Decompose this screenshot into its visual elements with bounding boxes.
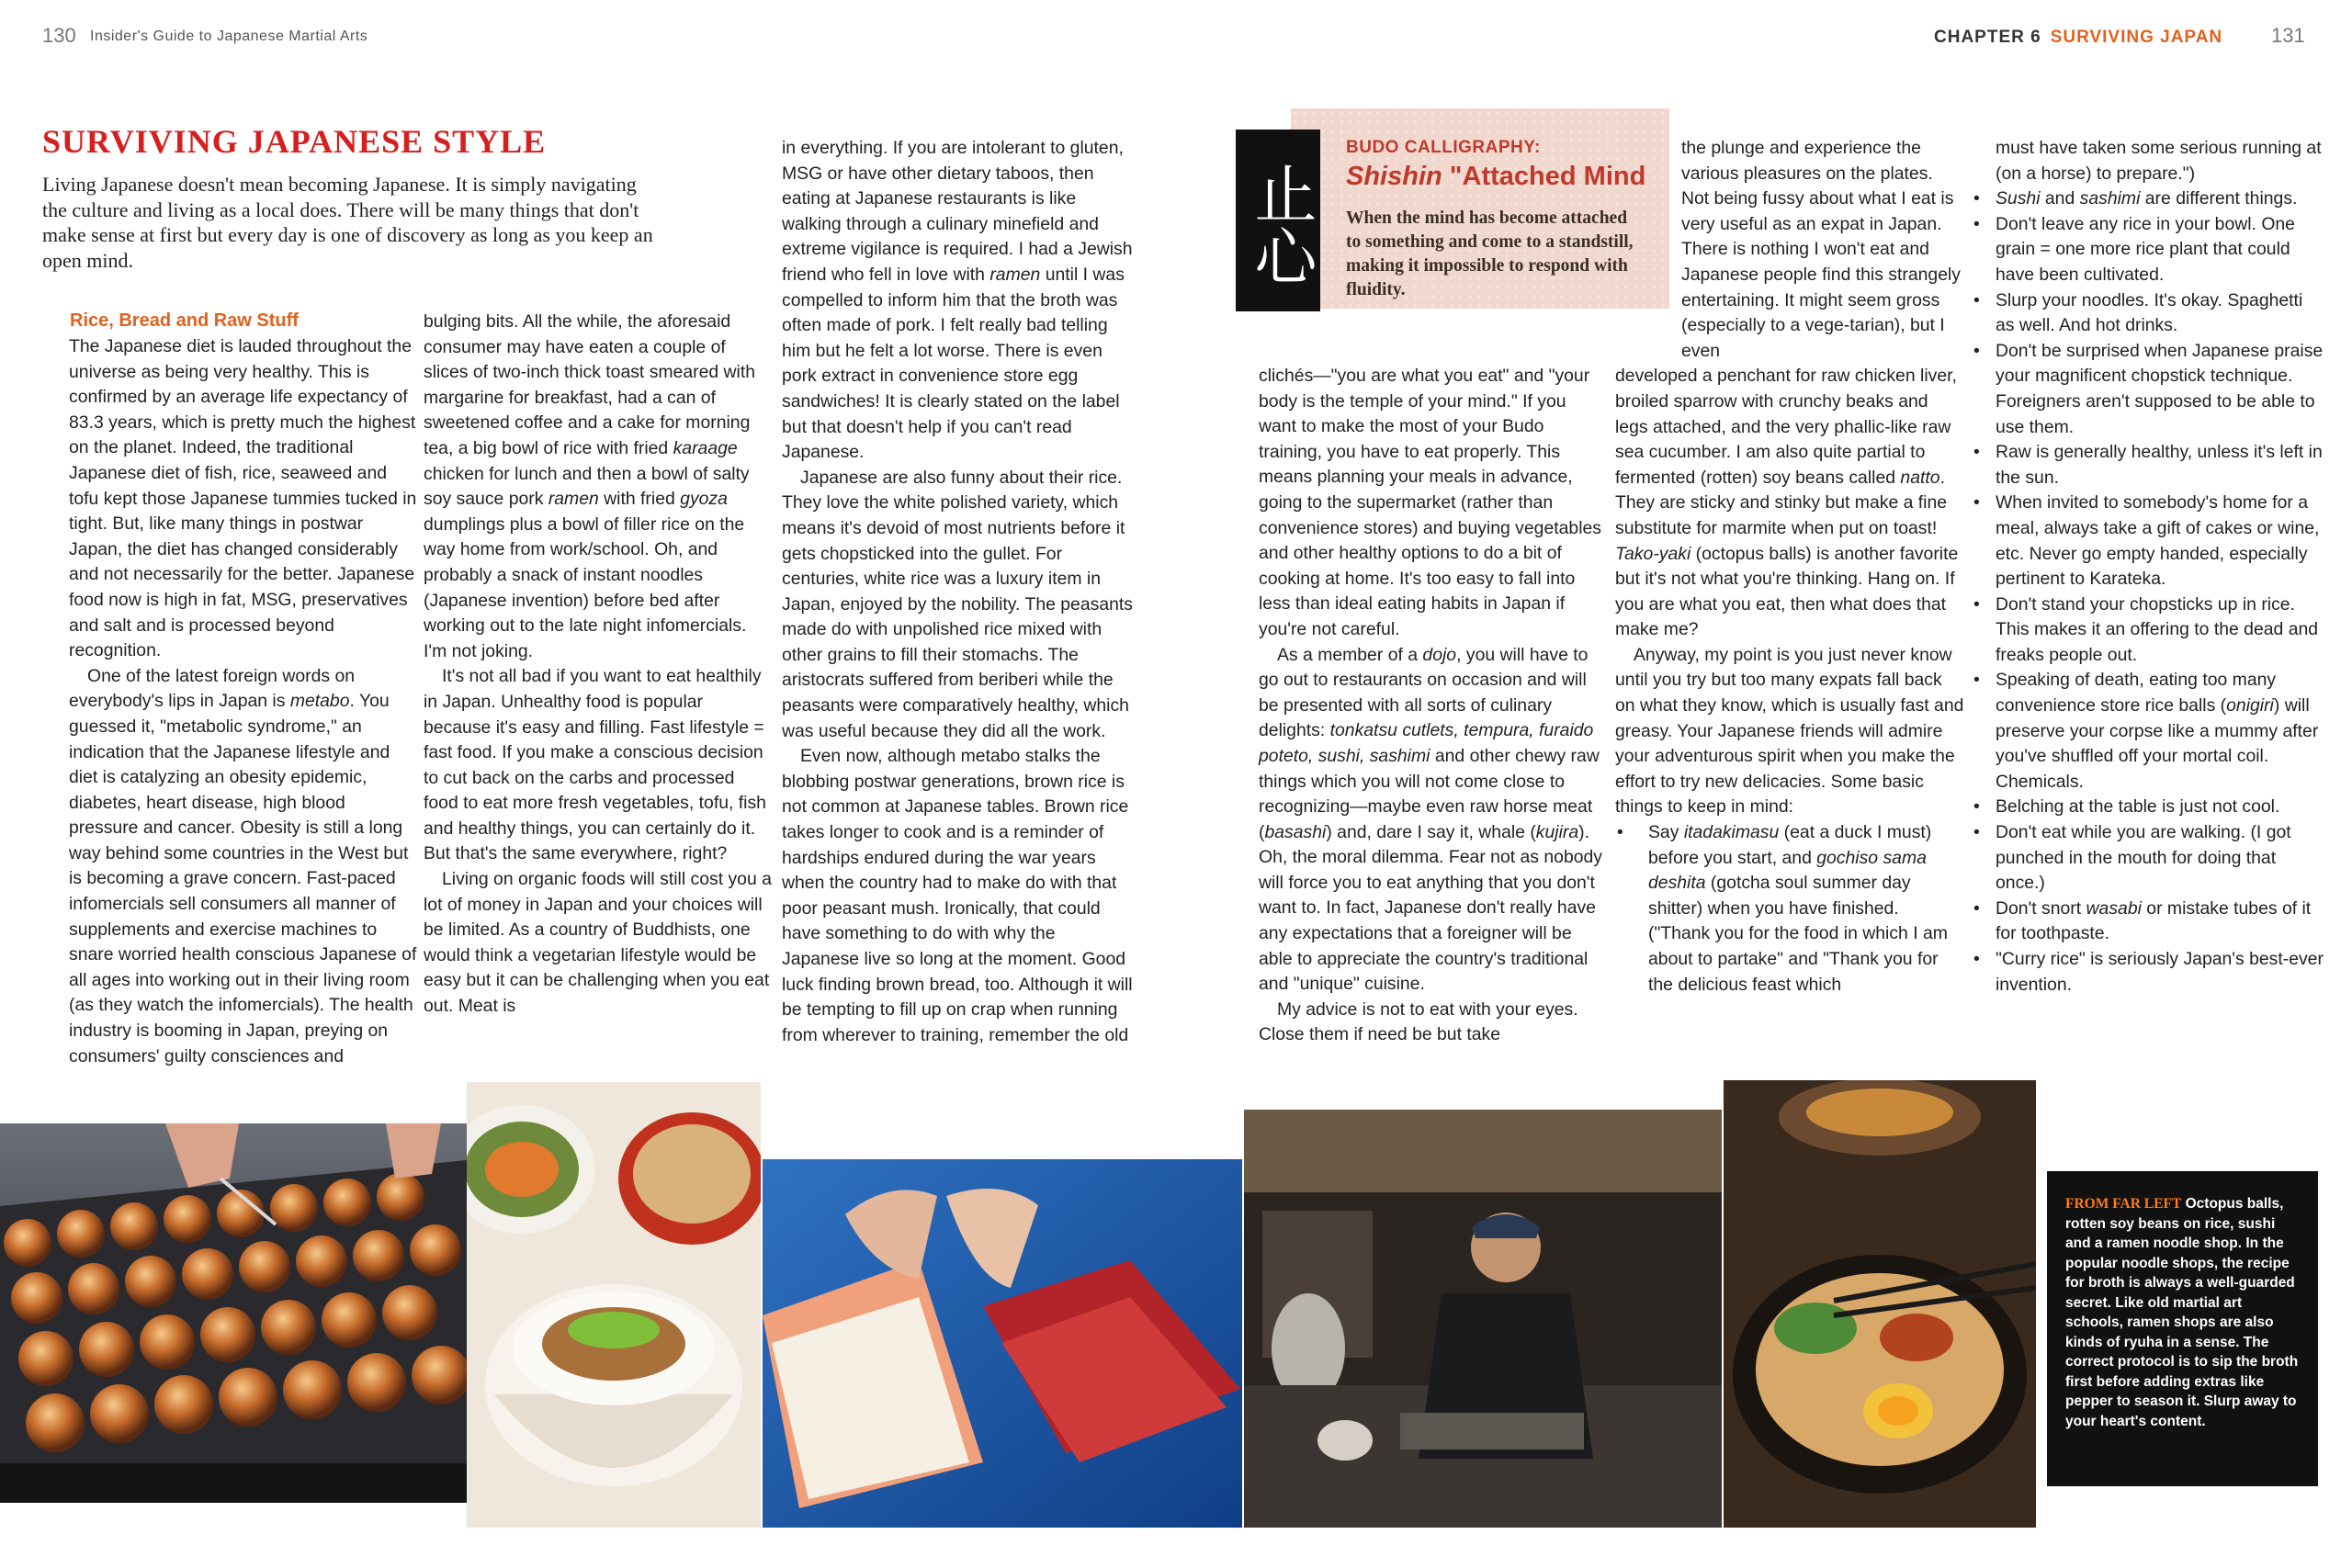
right-page-number: 131 — [2271, 24, 2305, 47]
ramen-shop-photo — [1244, 1110, 1722, 1528]
chapter-title: SURVIVING JAPAN — [2050, 28, 2223, 47]
callout-text: When the mind has become attached to something and come to a standstill, making it impossible to respond with fluidity. — [1346, 209, 1634, 299]
kanji-calligraphy: 止心 — [1236, 130, 1320, 311]
octopus-balls-image — [0, 1123, 467, 1503]
left-page-number: 130 — [42, 24, 76, 47]
body-column-3: in everything. If you are intolerant to gluten, MSG or have other dietary taboos, then eating at Japanese restaurants is like walking through a culinary minefield and extreme vigilance is required. I had a Jewish friend who fell in love with ramen until I was compelled to inform him that the broth was often made of pork. I felt really bad telling him but he felt a lot worse. There is even pork extract in convenience store egg sandwiches! It is clearly stated on the label but that doesn't help if you can't read Japanese. Japanese are also funny about their rice. They love the white polished variety, which means it's devoid of most nutrients before it gets chopsticked into the gullet. For centuries, white rice was a luxury item in Japan, enjoyed by the nobility. The peasants made do with unpolished rice mixed with other grains to fill their stomachs. The aristocrats suffered from beriberi while the peasants were comparatively healthy, which was useful because they did all the work. Even now, although metabo stalks the blobbing postwar generations, brown rice is not common at Japanese tables. Brown rice takes longer to cook and is a reminder of hardships endured during the war years when the country had to make do with that poor peasant mush. Ironically, that could have something to do with why the Japanese live so long at the moment. Good luck finding brown bread, too. Although it will be tempting to fill up on crap when running from wherever to training, remember the old — [782, 138, 1133, 1045]
ramen-bowl-image — [1724, 1080, 2036, 1528]
chapter-number: CHAPTER 6 — [1934, 28, 2041, 47]
ramen-shop-image — [1244, 1110, 1722, 1528]
sushi-image — [763, 1159, 1242, 1528]
article-heading: SURVIVING JAPANESE STYLE — [42, 123, 547, 160]
body-column-1: The Japanese diet is lauded throughout the universe as being very healthy. This is confirmed by an average life expectancy of 83.3 years, which is pretty much the highest on the planet. Indeed, the traditional Japanese diet of fish, rice, seaweed and tofu kept those Japanese tummies tucked in tight. But, like many things in postwar Japan, the diet has changed considerably and not necessarily for the better. Japanese food now is high in fat, MSG, preservatives and salt and is processed beyond recognition. One of the latest foreign words on everybody's lips in Japan is metabo. You guessed it, "metabolic syndrome," an indication that the Japanese lifestyle and diet is catalyzing an obesity epidemic, diabetes, heart disease, high blood pressure and cancer. Obesity is still a long way behind some countries in the West but is becoming a grave concern. Fast-paced infomercials sell consumers all manner of supplements and exercise machines to snare worried health conscious Japanese of all ages into working out in their living room (as they watch the infomercials). The health industry is booming in Japan, preying on consumers' guilty consciences and — [69, 336, 417, 1066]
natto-rice-image — [467, 1082, 761, 1528]
chapter-header — [1934, 28, 2222, 48]
caption-text: Octopus balls, rotten soy beans on rice, sushi and a ramen noodle shop. In the popular noodle shops, the recipe for broth is always a well-guarded secret. Like old martial art schools, ramen shops are also kinds of ryuha in a sense. The correct protocol is to sip the broth first before adding extras like pepper to season it. Slurp away to your heart's content. — [2065, 1196, 2299, 1429]
ramen-bowl-photo — [1724, 1080, 2036, 1528]
callout-title — [1346, 162, 1645, 192]
photo-caption — [2065, 1194, 2302, 1431]
callout-label: BUDO CALLIGRAPHY: — [1346, 138, 1541, 157]
caption-label: FROM FAR LEFT — [2065, 1196, 2182, 1212]
callout-title-italic: Shishin — [1346, 162, 1442, 191]
body-column-2: bulging bits. All the while, the aforesaid consumer may have eaten a couple of slices of two-inch thick toast smeared with margarine for breakfast, had a can of sweetened coffee and a cake for morning tea, a big bowl of rice with fried karaage chicken for lunch and then a bowl of salty soy sauce pork ramen with fried gyoza dumplings plus a bowl of filler rice on the way home from work/school. Oh, and probably a snack of instant noodles (Japanese invention) before bed after working out to the late night infomercials. I'm not joking. It's not all bad if you want to eat healthily in Japan. Unhealthy food is popular because it's easy and filling. Fast lifestyle = fast food. If you make a conscious decision to cut back on the carbs and processed food to eat more fresh vegetables, tofu, fish and healthy things, you can certainly do it. But that's the same everywhere, right? Living on organic foods will still cost you a lot of money in Japan and your choices will be limited. As a country of Buddhists, one would think a vegetarian lifestyle would be easy but it can be challenging when you eat out. Meat is — [424, 311, 772, 1017]
running-title: Insider's Guide to Japanese Martial Arts — [90, 28, 368, 44]
article-intro: Living Japanese doesn't mean becoming Japanese. It is simply navigating the culture and living as a local does. There will be many things that don't make sense at first but every day is one of discovery as long as you keep an open mind. — [42, 173, 653, 272]
callout-title-rest: "Attached Mind — [1442, 162, 1646, 191]
sushi-photo — [763, 1159, 1242, 1528]
section-subhead: Rice, Bread and Raw Stuff — [70, 310, 299, 331]
body-column-6: must have taken some serious running at (on a horse) to prepare.") • Sushi and sashimi are different things. • Don't leave any rice in your bowl. One grain = one more rice plant that could have been cultivated. • Slurp your noodles. It's okay. Spaghetti as well. And hot drinks. • Don't be surprised when Japanese praise your magnificent chopstick technique. Foreigners aren't supposed to be able to use them. • Raw is generally healthy, unless it's left in the sun. • When invited to somebody's home for a meal, always take a gift of cakes or wine, etc. Never go empty handed, especially pertinent to Karateka. • Don't stand your chopsticks up in rice. This makes it an offering to the dead and freaks people out. • Speaking of death, eating too many convenience store rice balls (onigiri) will preserve your corpse like a mummy after you've shuffled off your mortal coil. Chemicals. • Belching at the table is just not cool. • Don't eat while you are walking. (I got punched in the mouth for doing that once.) • Don't snort wasabi or mistake tubes of it for toothpaste. • "Curry rice" is seriously Japan's best-ever invention. — [1972, 136, 2325, 998]
octopus-balls-photo — [0, 1123, 467, 1503]
body-column-4: clichés—"you are what you eat" and "your body is the temple of your mind." If you want to make the most of your Budo training, you have to eat properly. This means planning your meals in advance, going to the supermarket (rather than convenience stores) and buying vegetables and other healthy options to do a bit of cooking at home. It's too easy to fall into less than ideal eating habits in Japan if you're not careful. As a member of a dojo, you will have to go out to restaurants on occasion and will be presented with all sorts of culinary delights: tonkatsu cutlets, tempura, furaido poteto, sushi, sashimi and other chewy raw things which you will not come close to recognizing—maybe even raw horse meat (basashi) and, dare I say it, whale (kujira). Oh, the moral dilemma. Fear not as nobody will force you to eat anything that you don't want to. In fact, Japanese don't really have any expectations that a foreigner will be able to appreciate the country's traditional and "unique" cuisine. My advice is not to eat with your eyes. Close them if need be but take — [1259, 366, 1602, 1045]
natto-rice-photo — [467, 1082, 761, 1528]
body-column-5: the plunge and experience the various pleasures on the plates. Not being fussy about what I eat is very useful as an expat in Japan. There is nothing I won't eat and Japanese people find this strangely entertaining. It might seem gross (especially to a vege-tarian), but I even developed a penchant for raw chicken liver, broiled sparrow with crunchy beaks and legs attached, and the very phallic-like raw sea cucumber. I am also quite partial to fermented (rotten) soy beans called natto. They are sticky and stinky but make a fine substitute for marmite when put on toast! Tako-yaki (octopus balls) is another favorite but it's not what you're thinking. Hang on. If you are what you eat, then what does that make me? Anyway, my point is you just never know until you try but too many expats fall back on what they know, which is usually fast and greasy. Your Japanese friends will admire your adventurous spirit when you make the effort to try new delicacies. Some basic things to keep in mind: • Say itadakimasu (eat a duck I must) before you start, and gochiso sama deshita (gotcha soul summer day shitter) when you have finished. ("Thank you for the food in which I am about to partake" and "Thank you for the delicious feast which — [1615, 136, 1964, 998]
